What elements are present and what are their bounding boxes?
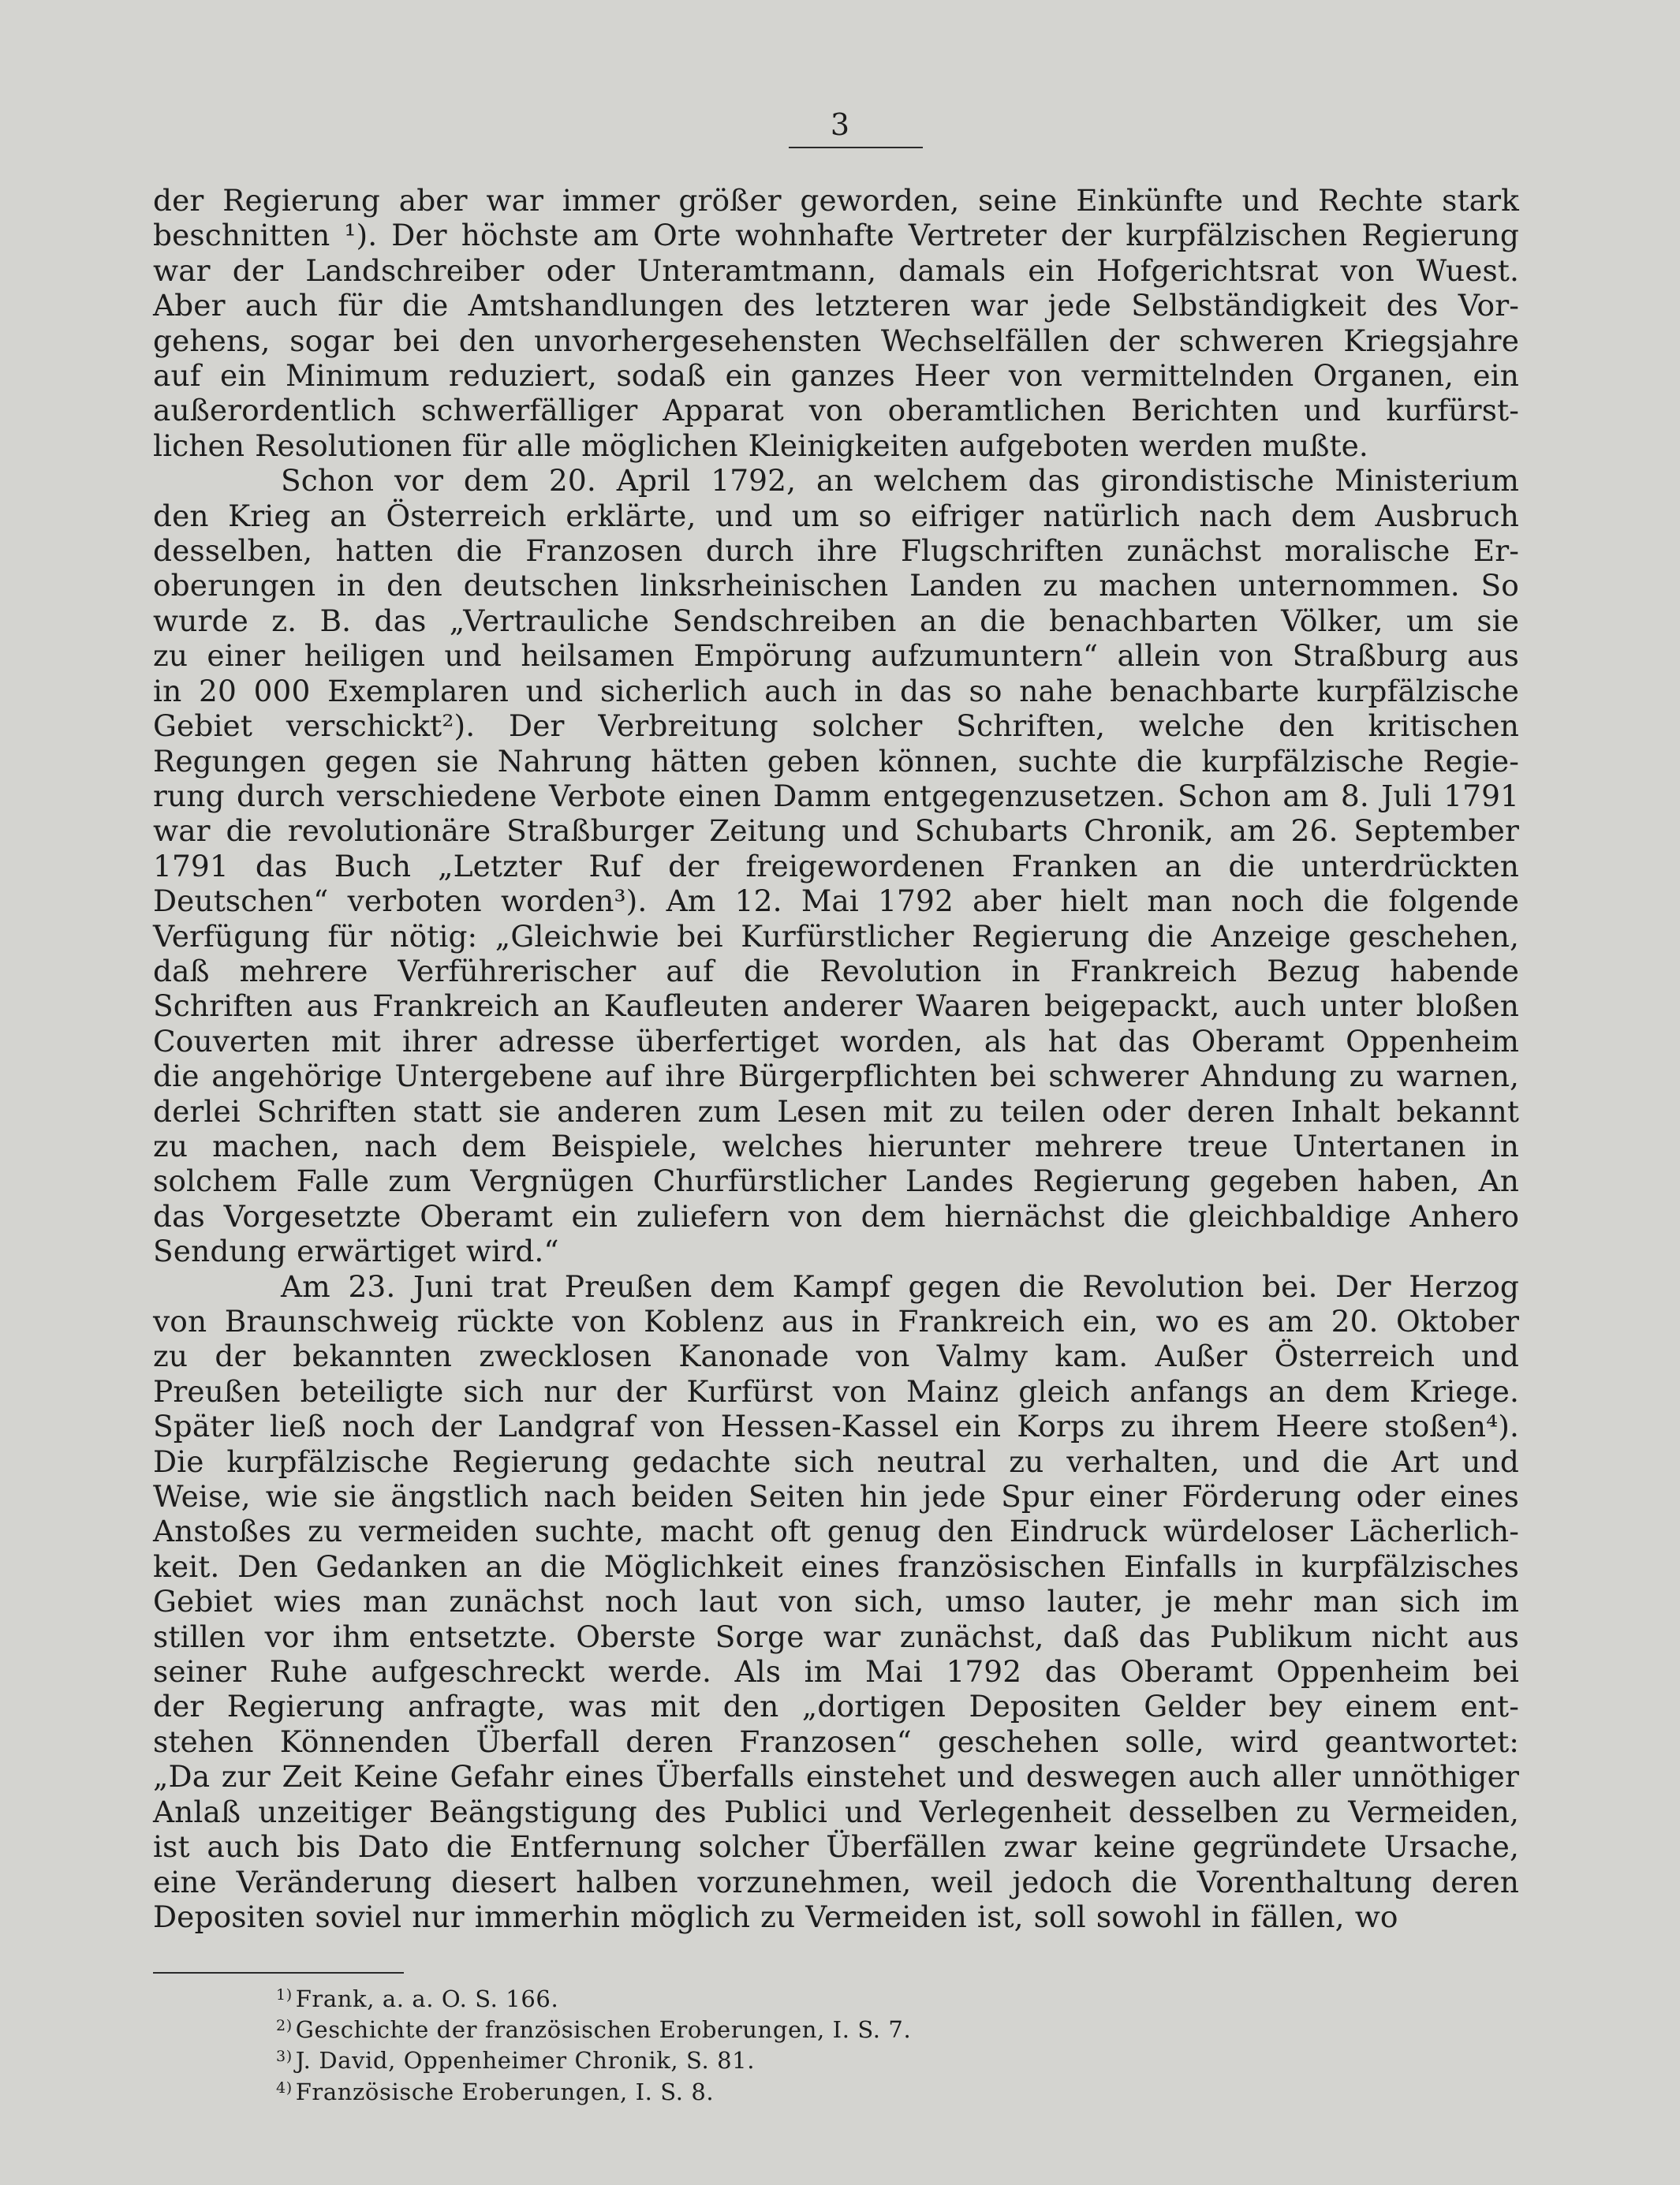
text-line: Regungen gegen sie Nahrung hätten geben können, suchte die kurpfälzische Regie-	[153, 743, 1519, 779]
text-line: Deutschen“ verboten worden³). Am 12. Mai 1792 aber hielt man noch die folgende	[153, 883, 1519, 919]
text-line: war die revolutionäre Straßburger Zeitung und Schubarts Chronik, am 26. September	[153, 813, 1519, 849]
text-line: stillen vor ihm entsetzte. Oberste Sorge war zunächst, daß das Publikum nicht aus	[153, 1619, 1519, 1654]
footnote	[276, 2075, 1380, 2105]
text-line: Couverten mit ihrer adresse überfertiget worden, als hat das Oberamt Oppenheim	[153, 1023, 1519, 1059]
text-line: zu einer heiligen und heilsamen Empörung aufzumuntern“ allein von Straßburg aus	[153, 638, 1519, 674]
text-line: seiner Ruhe aufgeschreckt werde. Als im Mai 1792 das Oberamt Oppenheim bei	[153, 1654, 1519, 1690]
text-line: oberungen in den deutschen linksrheinischen Landen zu machen unternommen. So	[153, 568, 1519, 603]
text-line: Später ließ noch der Landgraf von Hessen-Kassel ein Korps zu ihrem Heere stoßen⁴).	[153, 1409, 1519, 1444]
text-line: Gebiet verschickt²). Der Verbreitung solcher Schriften, welche den kritischen	[153, 708, 1519, 744]
text-line: auf ein Minimum reduziert, sodaß ein ganzes Heer von vermittelnden Organen, ein	[153, 358, 1519, 394]
text-line: derlei Schriften statt sie anderen zum Lesen mit zu teilen oder deren Inhalt bekannt	[153, 1093, 1519, 1129]
text-line: in 20 000 Exemplaren und sicherlich auch in das so nahe benachbarte kurpfälzische	[153, 673, 1519, 708]
text-line: Sendung erwärtiget wird.“	[153, 1234, 559, 1269]
text-line: den Krieg an Österreich erklärte, und um so eifriger natürlich nach dem Ausbruch	[153, 498, 1519, 533]
text-line: „Da zur Zeit Keine Gefahr eines Überfalls einstehet und deswegen auch aller unnöthiger	[153, 1759, 1519, 1795]
footnote-mark: 3)	[276, 2048, 293, 2066]
text-line: solchem Falle zum Vergnügen Churfürstlicher Landes Regierung gegeben haben, An	[153, 1163, 1519, 1199]
text-line: Depositen soviel nur immerhin möglich zu Vermeiden ist, soll sowohl in fällen, wo	[153, 1899, 1398, 1934]
text-line: Schriften aus Frankreich an Kaufleuten anderer Waaren beigepackt, auch unter bloßen	[153, 988, 1519, 1024]
text-line: Gebiet wies man zunächst noch laut von sich, umso lauter, je mehr man sich im	[153, 1584, 1519, 1619]
text-line: gehens, sogar bei den unvorhergesehensten Wechselfällen der schweren Kriegsjahre	[153, 323, 1519, 358]
footnote-text: Geschichte der französischen Eroberungen, I. S. 7.	[295, 2016, 912, 2044]
text-line: stehen Könnenden Überfall deren Franzosen“ geschehen solle, wird geantwortet:	[153, 1724, 1519, 1759]
text-line: wurde z. B. das „Vertrauliche Sendschreiben an die benachbarten Völker, um sie	[153, 603, 1519, 638]
text-line: 1791 das Buch „Letzter Ruf der freigewordenen Franken an die unterdrückten	[153, 848, 1519, 883]
text-line: Weise, wie sie ängstlich nach beiden Seiten hin jede Spur einer Förderung oder eines	[153, 1479, 1519, 1515]
text-line: zu machen, nach dem Beispiele, welches hierunter mehrere treue Untertanen in	[153, 1128, 1519, 1163]
page-number-rule	[789, 147, 923, 148]
text-line: die angehörige Untergebene auf ihre Bürgerpflichten bei schwerer Ahndung zu warnen,	[153, 1059, 1519, 1094]
footnotes	[276, 1981, 1380, 2105]
text-line: ist auch bis Dato die Entfernung solcher Überfällen zwar keine gegründete Ursache,	[153, 1829, 1519, 1865]
text-line: war der Landschreiber oder Unteramtmann, damals ein Hofgerichtsrat von Wuest.	[153, 252, 1519, 288]
text-line: rung durch verschiedene Verbote einen Damm entgegenzusetzen. Schon am 8. Juli 1791	[153, 778, 1519, 813]
footnote-mark: 2)	[276, 2017, 293, 2035]
text-line: Preußen beteiligte sich nur der Kurfürst von Mainz gleich anfangs an dem Kriege.	[153, 1373, 1519, 1409]
text-line: von Braunschweig rückte von Koblenz aus in Frankreich ein, wo es am 20. Oktober	[153, 1304, 1519, 1339]
text-line: der Regierung aber war immer größer geworden, seine Einkünfte und Rechte stark	[153, 183, 1519, 218]
text-line: keit. Den Gedanken an die Möglichkeit eines französischen Einfalls in kurpfälzisches	[153, 1548, 1519, 1584]
text-line: desselben, hatten die Franzosen durch ihre Flugschriften zunächst moralische Er-	[153, 533, 1519, 569]
text-line: Verfügung für nötig: „Gleichwie bei Kurfürstlicher Regierung die Anzeige geschehen,	[153, 918, 1519, 954]
footnote-text: Frank, a. a. O. S. 166.	[295, 1985, 559, 2012]
text-line: Schon vor dem 20. April 1792, an welchem das girondistische Ministerium	[281, 463, 1519, 499]
text-line: Die kurpfälzische Regierung gedachte sich neutral zu verhalten, und die Art und	[153, 1444, 1519, 1479]
footnote-mark: 4)	[276, 2079, 293, 2097]
text-line: beschnitten ¹). Der höchste am Orte wohnhafte Vertreter der kurpfälzischen Regierung	[153, 218, 1519, 253]
text-line: zu der bekannten zwecklosen Kanonade von Valmy kam. Außer Österreich und	[153, 1339, 1519, 1374]
text-line: Anstoßes zu vermeiden suchte, macht oft genug den Eindruck würdeloser Lächerlich-	[153, 1514, 1519, 1549]
footnote	[276, 2043, 1380, 2074]
text-line: Anlaß unzeitiger Beängstigung des Publici und Verlegenheit desselben zu Vermeiden,	[153, 1794, 1519, 1829]
text-line: der Regierung anfragte, was mit den „dortigen Depositen Gelder bey einem ent-	[153, 1689, 1519, 1724]
text-line: außerordentlich schwerfälliger Apparat von oberamtlichen Berichten und kurfürst-	[153, 393, 1519, 428]
text-line: lichen Resolutionen für alle möglichen Kleinigkeiten aufgeboten werden mußte.	[153, 428, 1368, 463]
body-text	[153, 183, 1519, 1934]
page-number: 3	[830, 107, 850, 142]
footnote-text: J. David, Oppenheimer Chronik, S. 81.	[295, 2047, 756, 2075]
footnote-separator	[153, 1972, 404, 1974]
text-line: Am 23. Juni trat Preußen dem Kampf gegen die Revolution bei. Der Herzog	[281, 1268, 1519, 1304]
footnote-mark: 1)	[276, 1986, 293, 2004]
footnote	[276, 1981, 1380, 2012]
text-line: Aber auch für die Amtshandlungen des letzteren war jede Selbständigkeit des Vor-	[153, 288, 1519, 323]
text-line: daß mehrere Verführerischer auf die Revolution in Frankreich Bezug habende	[153, 953, 1519, 988]
text-line: das Vorgesetzte Oberamt ein zuliefern von dem hiernächst die gleichbaldige Anhero	[153, 1198, 1519, 1234]
footnote	[276, 2012, 1380, 2043]
footnote-text: Französische Eroberungen, I. S. 8.	[295, 2078, 715, 2105]
text-line: eine Veränderung diesert halben vorzunehmen, weil jedoch die Vorenthaltung deren	[153, 1864, 1519, 1899]
